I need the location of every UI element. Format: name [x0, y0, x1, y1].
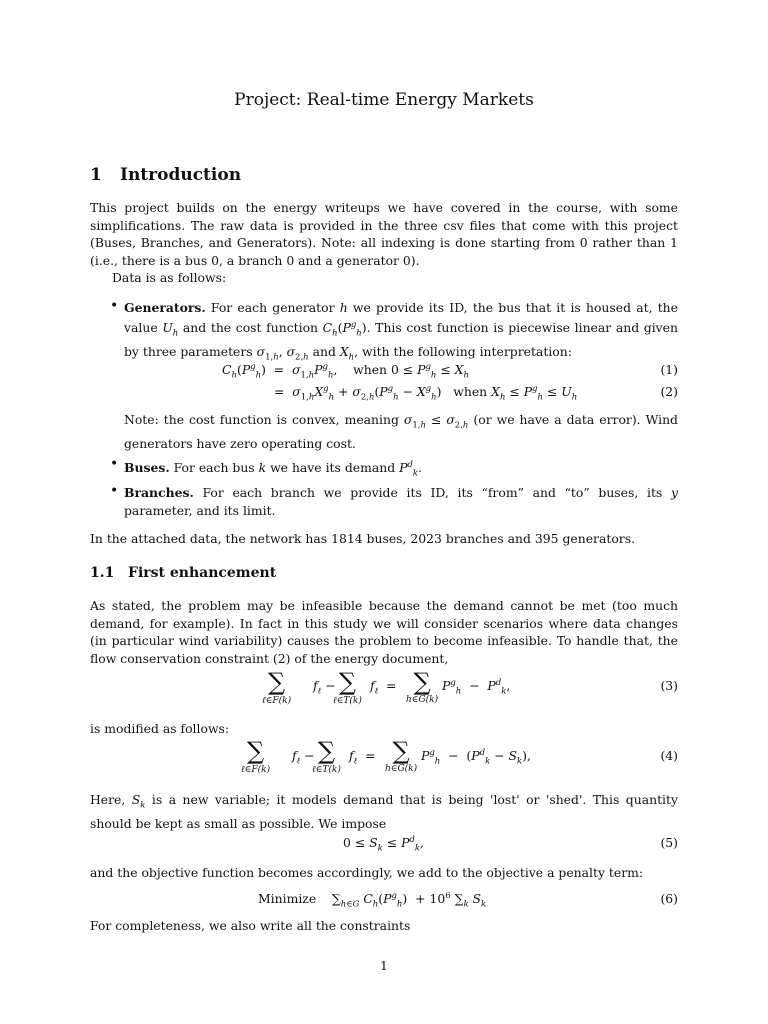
subsection-heading-first-enhancement	[90, 565, 276, 581]
sk-paragraph: Here, $S_k$ is a new variable; it models demand that is being 'lost' or 'shed'. This quantity should be kept as small as possible. We impose	[90, 792, 678, 831]
subsection-title: First enhancement	[128, 565, 277, 581]
equation-number: (4)	[660, 748, 678, 763]
bullet-marker: •	[110, 483, 119, 499]
data-follows-text: Data is as follows:	[112, 270, 227, 285]
equation-6: Minimize $\sum_{h\in G}$ $C_h(P^g_h) + 10^6$ $\sum_k$ $S_k$	[258, 891, 487, 910]
bullet-marker: •	[110, 298, 119, 314]
equation-5: $0 \le S_k \le P^d_k$,	[343, 835, 424, 854]
bullet-generators: Generators. For each generator h we provide its ID, the bus that it is housed at, the value $U_h$ and the cost function $C_h(P^g_h)$. This cost function is piecewise linear and given by three parameters $\sigma_{1,h}$, $\sigma_{2,h}$ and $X_h$, with the following interpretation:	[124, 300, 678, 363]
document-title: Project: Real-time Energy Markets	[234, 90, 534, 110]
objective-text: and the objective function becomes accordingly, we add to the objective a penalty term:	[90, 865, 644, 880]
modified-text: is modified as follows:	[90, 721, 230, 736]
equation-number: (1)	[660, 362, 678, 377]
bullet-buses: Buses. For each bus k we have its demand $P^d_k$.	[124, 460, 422, 479]
section-number: 1	[90, 165, 102, 185]
equation-number: (6)	[660, 891, 678, 906]
summation-symbol: ∑ ℓ∈F(k)	[241, 737, 271, 775]
bullet-branches: Branches. For each branch we provide its ID, its “from” and “to” buses, its y parameter, and its limit.	[124, 485, 678, 518]
summation-symbol: ∑ ℓ∈T(k)	[312, 737, 341, 775]
equation-2: = $\sigma_{1,h}X^g_h + \sigma_{2,h}(P^g_h - X^g_h)$ when $X_h \le P^g_h \le U_h$	[274, 384, 578, 403]
summation-symbol: ∑ ℓ∈F(k)	[262, 668, 292, 706]
bullet-marker: •	[110, 456, 119, 472]
summation-symbol: ∑ h∈G(k)	[385, 737, 418, 774]
minimize-word: Minimize	[258, 891, 317, 907]
subsection-number: 1.1	[90, 565, 115, 581]
section-heading-introduction	[90, 165, 241, 185]
generators-note: Note: the cost function is convex, meaning $\sigma_{1,h} \le \sigma_{2,h}$ (or we have a data error). Wind generators have zero operating cost.	[124, 412, 678, 451]
intro-paragraph: This project builds on the energy writeups we have covered in the course, with some simplifications. The raw data is provided in the three csv files that come with this project (Buses, Branches, and Generators). Note: all indexing is done starting from 0 rather than 1 (i.e., there is a bus 0, a branch 0 and a generator 0).	[90, 200, 678, 268]
completeness-text: For completeness, we also write all the constraints	[90, 918, 411, 933]
enhancement-paragraph: As stated, the problem may be infeasible because the demand cannot be met (too much demand, for example). In fact in this study we will consider scenarios where data changes (in particular wind variability) causes the problem to become infeasible. To handle that, the flow conservation constraint (2) of the energy document,	[90, 598, 678, 666]
summation-symbol: ∑ ℓ∈T(k)	[333, 668, 362, 706]
equation-number: (3)	[660, 678, 678, 693]
equation-number: (5)	[660, 835, 678, 850]
summation-symbol: ∑ h∈G(k)	[406, 668, 439, 705]
network-summary: In the attached data, the network has 1814 buses, 2023 branches and 395 generators.	[90, 531, 636, 546]
paper-page: Project: Real-time Energy Markets 1 Introduction This project builds on the energy writeups we have covered in the course, with some simplifications. The raw data is provided in the three csv files that come with this project (Buses, Branches, and Generators). Note: all indexing is done starting from 0 rather than 1 (i.e., there is a bus 0, a branch 0 and a generator 0). Data is as follows: • Generators. For each generator h we provide its ID, the bus that it is housed at, the value $U_h$ and the cost function $C_h(P^g_h)$. This cost function is piecewise linear and given by three parameters $\sigma_{1,h}$, $\sigma_{2,h}$ and $X_h$, with the following interpretation: $C_h(P^g_h) = \sigma_{1,h}P^g_h$, when $0 \le P^g_h \le X_h$ (1) = $\sigma_{1,h}X^g_h + \sigma_{2,h}(P^g_h - X^g_h)$ when $X_h \le P^g_h \le U_h$ (2) Note: the cost function is convex, meaning $\sigma_{1,h} \le \sigma_{2,h}$ (or we have a data error). Wind generators have zero operating cost. • Buses. For each bus k we have its demand $P^d_k$. • Branches. For each branch we provide its ID, its “from” and “to” buses, its y parameter, and its limit. In the attached data, the network has 1814 buses, 2023 branches and 395 generators. 1.1 First enhancement As stated, the problem may be infeasible because the demand cannot be met (too much demand, for example). In fact in this study we will consider scenarios where data changes (in particular wind variability) causes the problem to become infeasible. To handle that, the flow conservation constraint (2) of the energy document, ∑ ℓ∈F(k) $f_\ell$ − ∑ ℓ∈T(k) $f_\ell$ = ∑ h∈G(k) $P^g_h - P^d_k$, (3) is modified as follows: ∑ ℓ∈F(k) $f_\ell$ − ∑ ℓ∈T(k) $f_\ell$ = ∑ h∈G(k) $P^g_h - (P^d_k - S_k)$, (4) Here, $S_k$ is a new variable; it models demand that is being 'lost' or 'shed'. This quantity should be kept as small as possible. We impose $0 \le S_k \le P^d_k$, (5) and the objective function becomes accordingly, we add to the objective a penalty term: Minimize $\sum_{h\in G}$ $C_h(P^g_h) + 10^6$ $\sum_k$ $S_k$ (6) For completeness, we also write all the constraints 1	[0, 0, 768, 1024]
equation-1: $C_h(P^g_h) = \sigma_{1,h}P^g_h$, when $0 \le P^g_h \le X_h$	[222, 362, 469, 381]
section-title: Introduction	[120, 165, 242, 185]
page-number: 1	[380, 958, 388, 973]
equation-number: (2)	[660, 384, 678, 399]
